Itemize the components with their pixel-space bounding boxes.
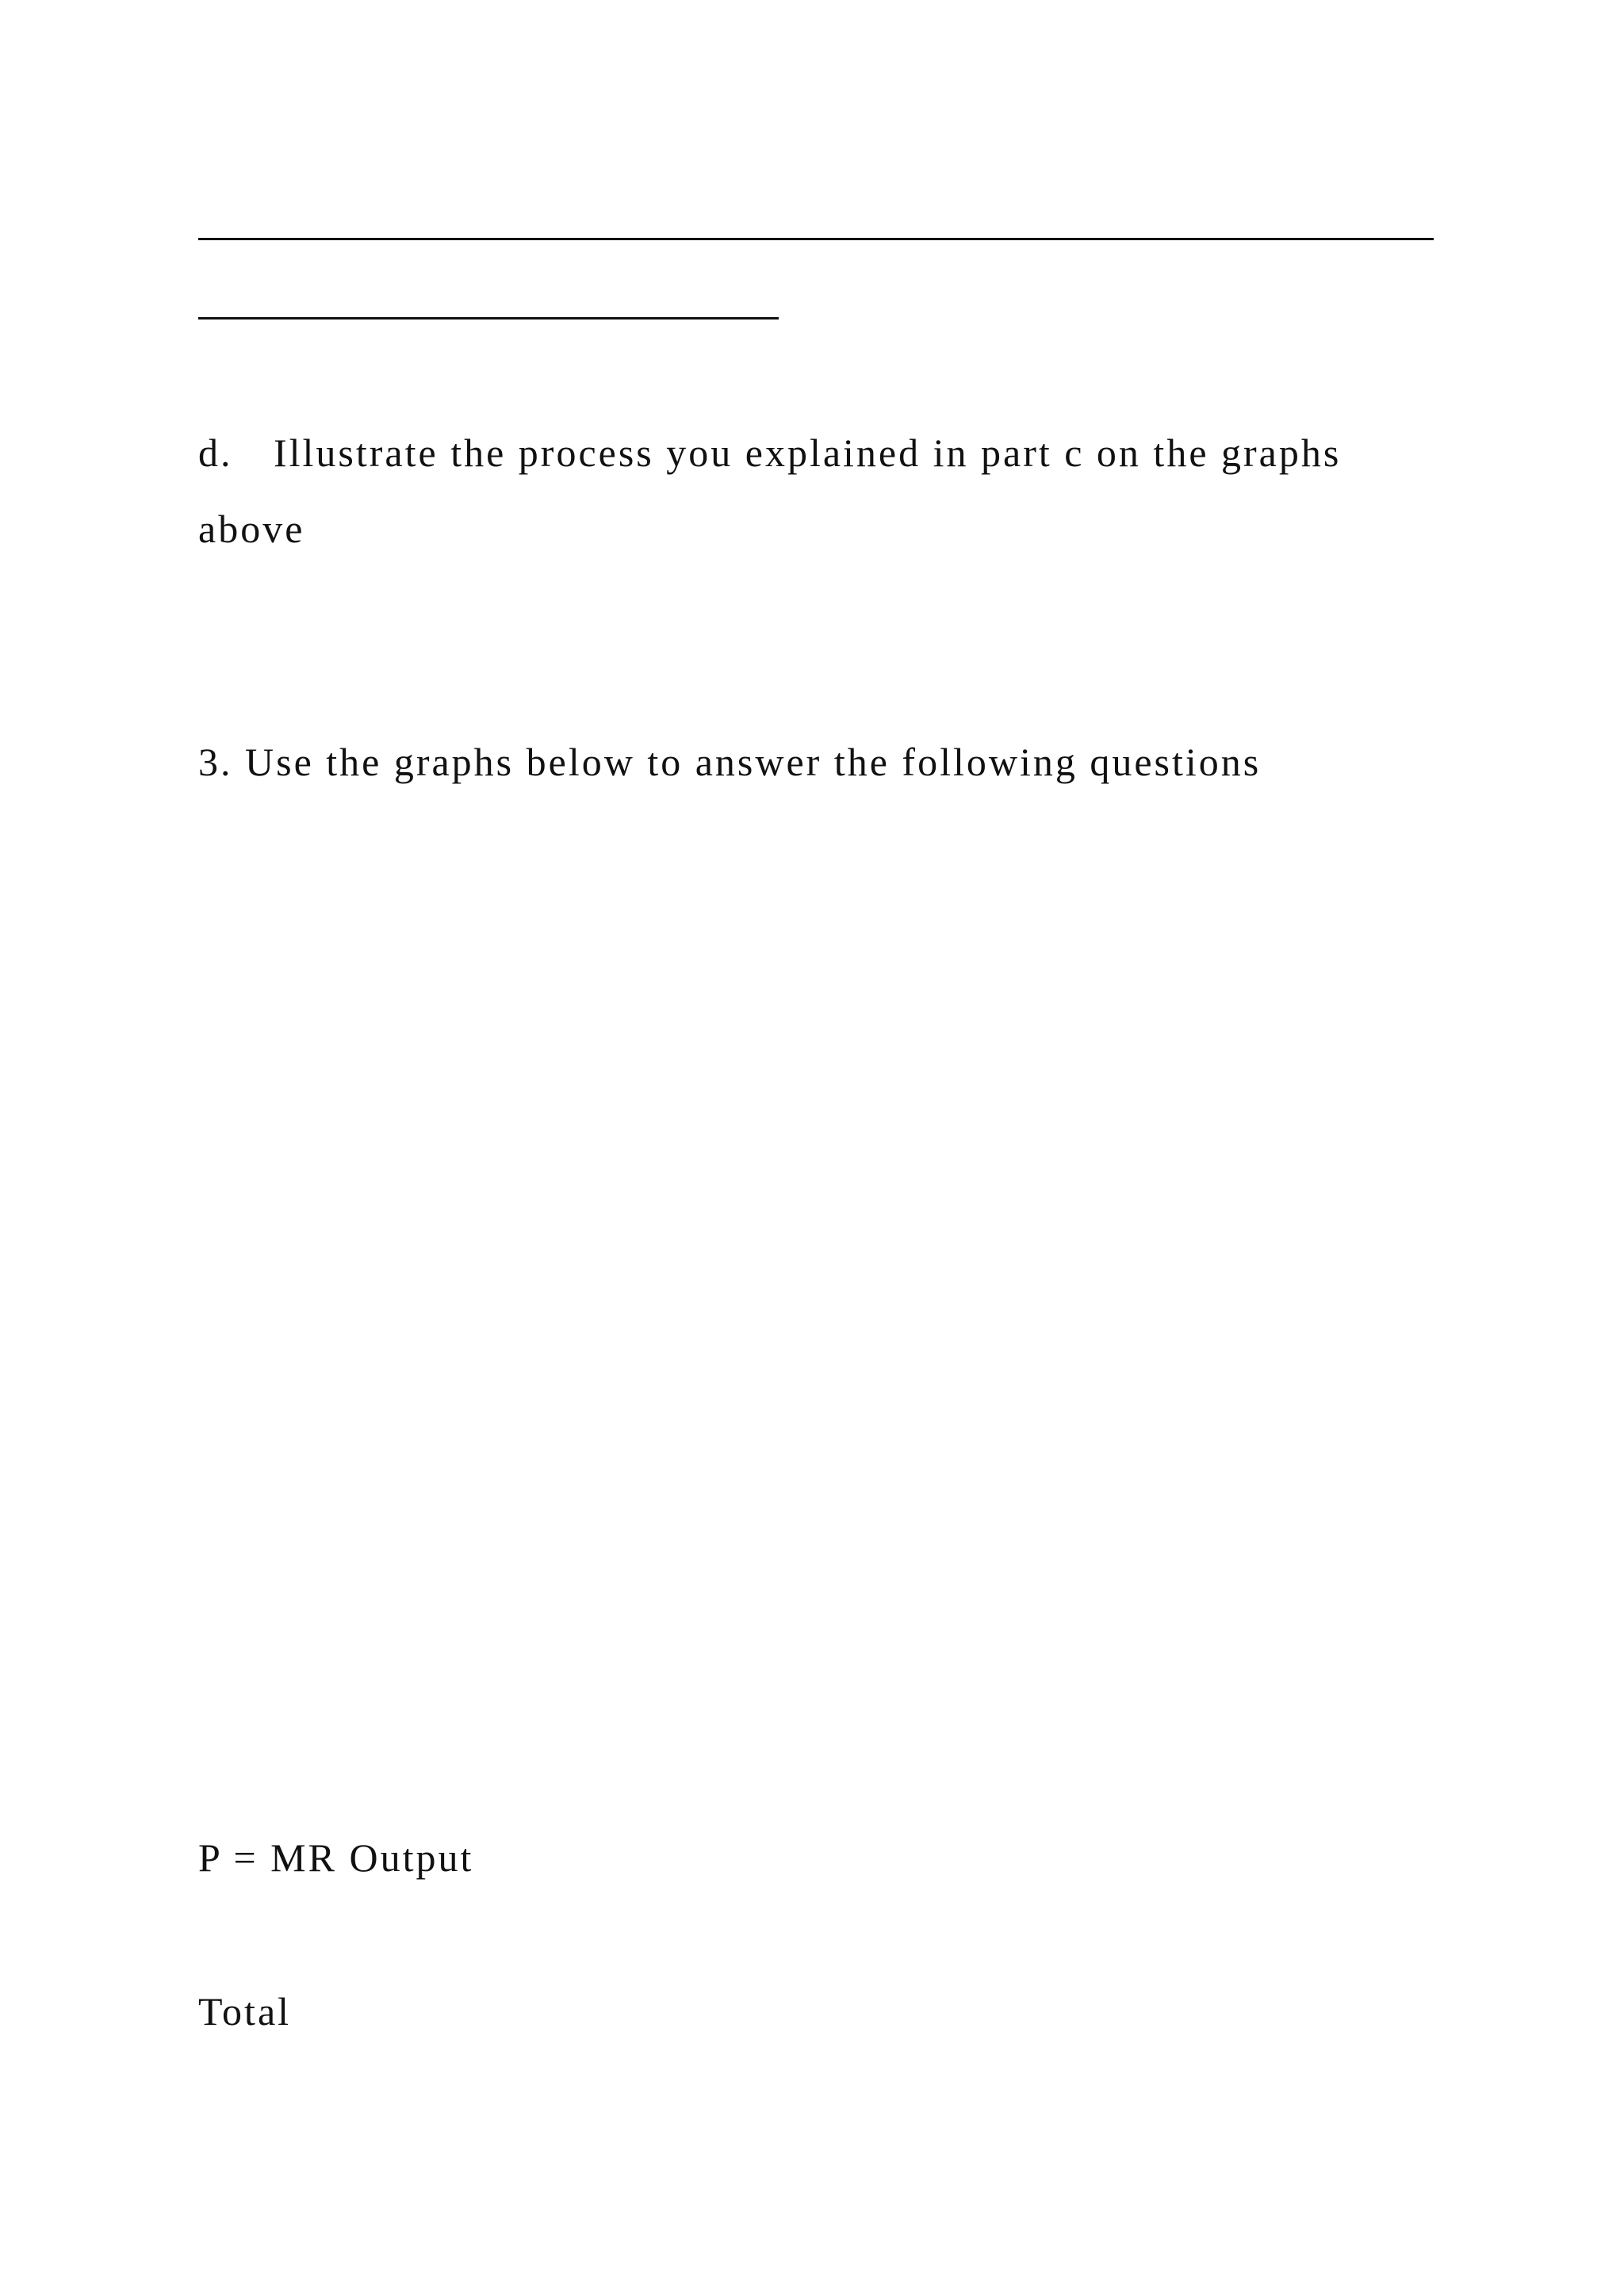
item-d-line-2: above: [198, 507, 305, 551]
item-d-line-1: [198, 430, 1342, 475]
graph-label-total: Total: [198, 1989, 292, 2034]
item-d-text: Illustrate the process you explained in part c on the graphs: [274, 430, 1342, 475]
item-d-label: d.: [198, 430, 233, 475]
graph-label-p-mr-output: P = MR Output: [198, 1835, 474, 1880]
answer-blank-line-short: [198, 317, 779, 320]
answer-blank-line-long: [198, 238, 1434, 240]
question-3-text: 3. Use the graphs below to answer the following questions: [198, 740, 1262, 784]
